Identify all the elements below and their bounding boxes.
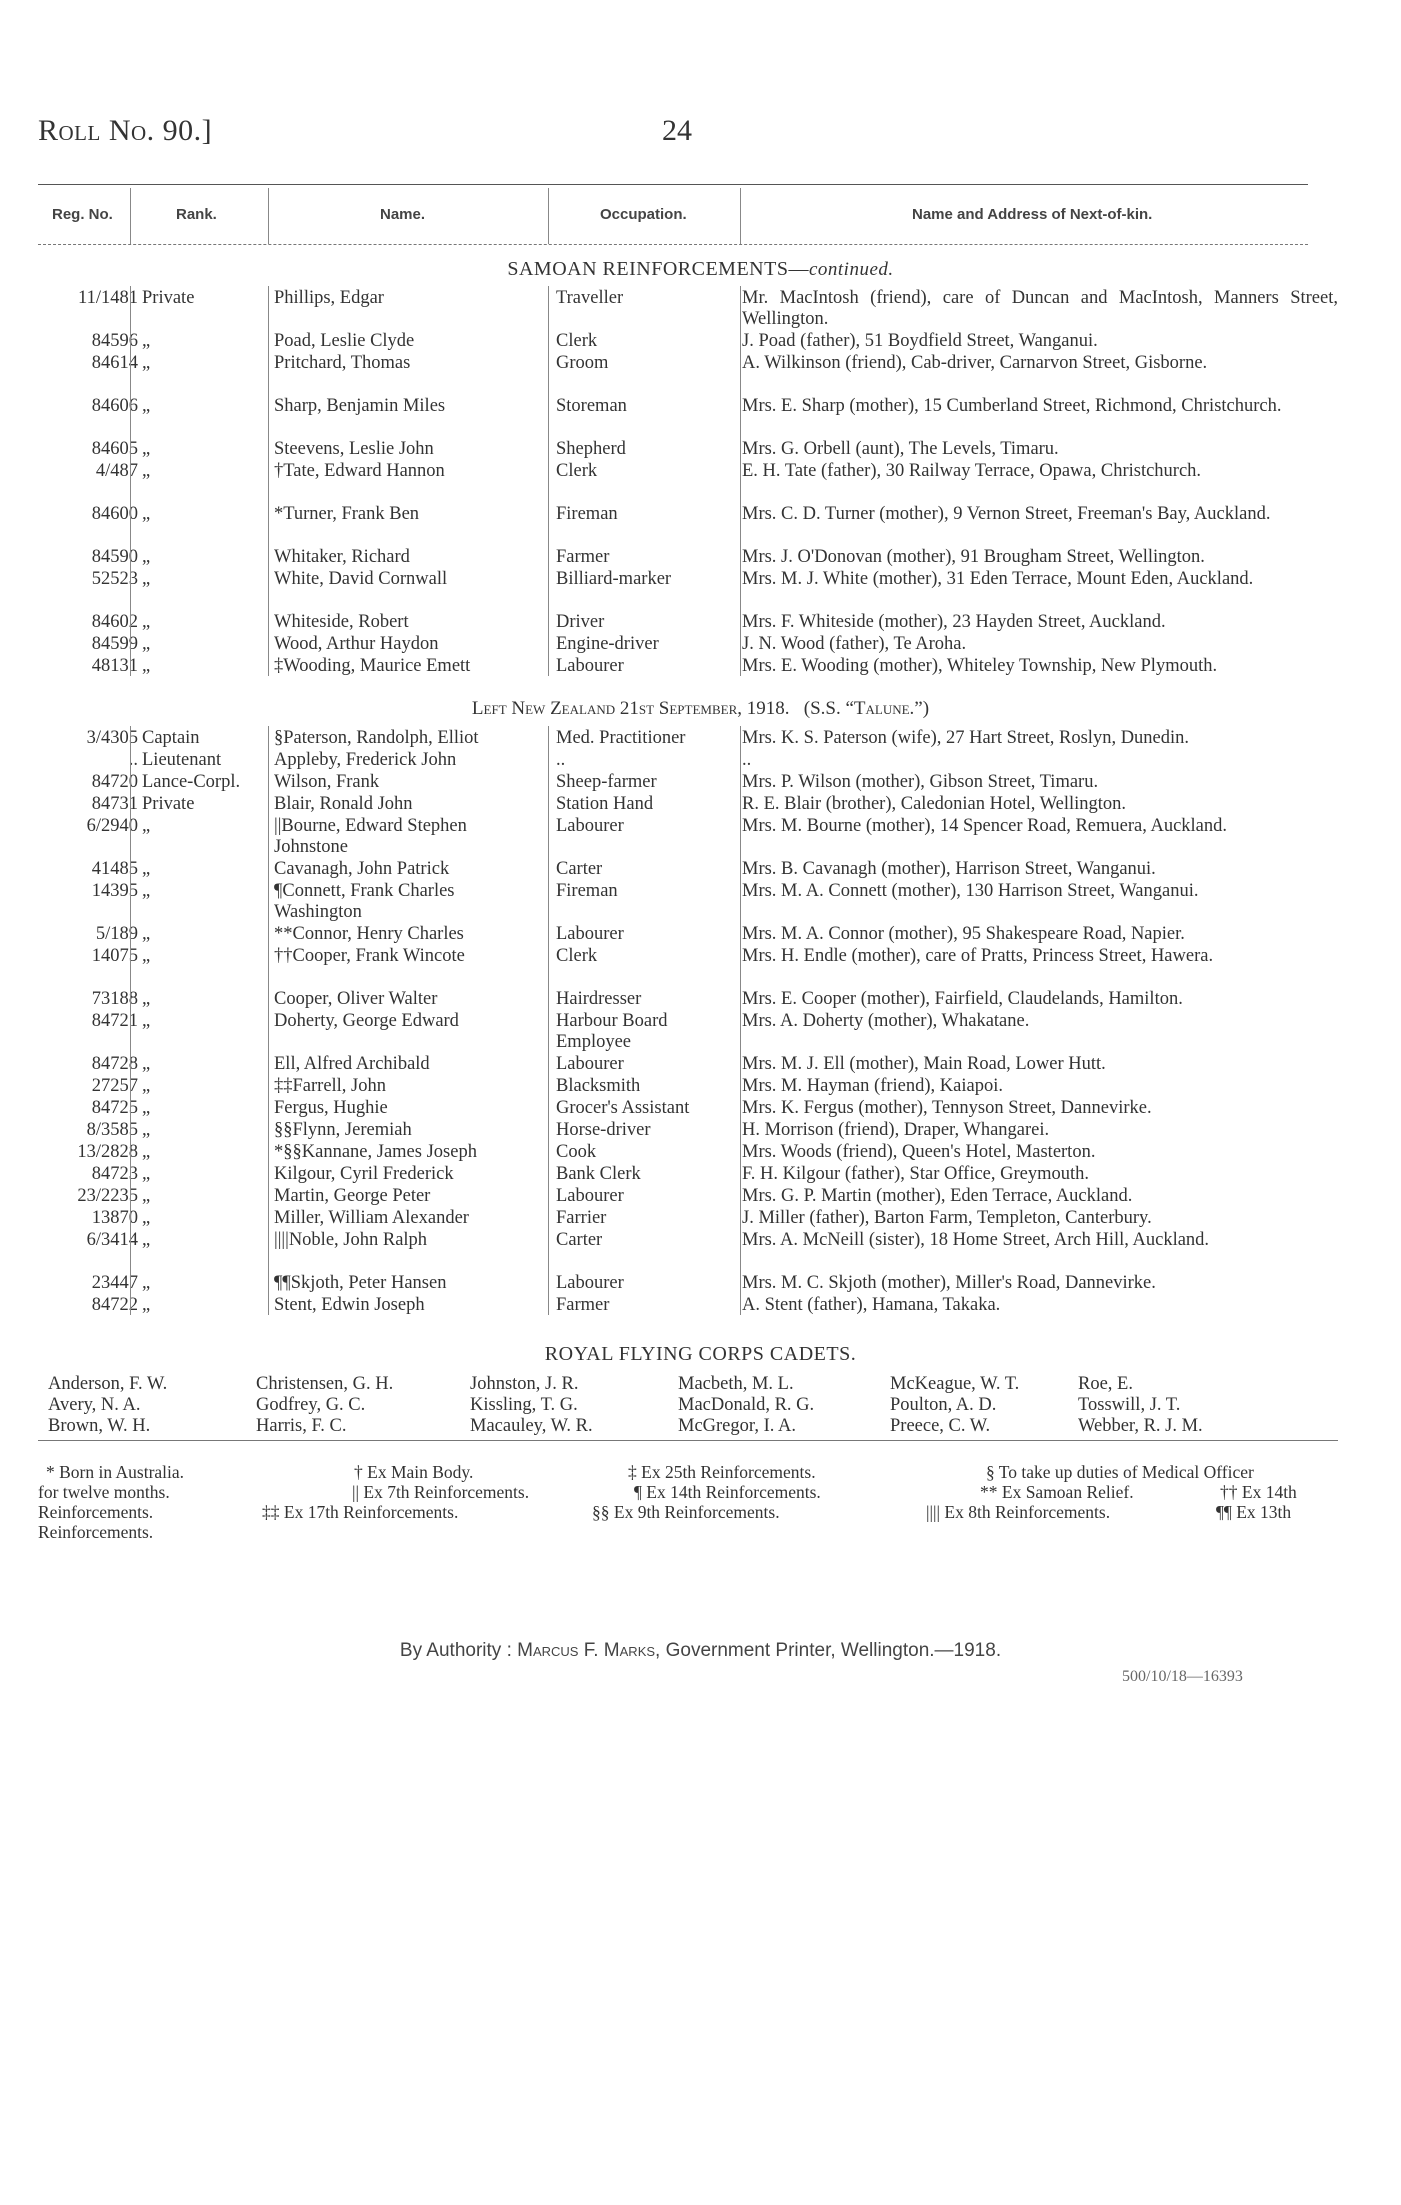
imprint-prefix: By Authority : xyxy=(399,1640,518,1661)
cadet-name: Kissling, T. G. xyxy=(470,1395,578,1415)
column-divider xyxy=(740,188,741,244)
cadet-name: MacDonald, R. G. xyxy=(678,1395,815,1415)
cell-next-of-kin: Mrs. C. D. Turner (mother), 9 Vernon Street, Freeman's Bay, Auckland. xyxy=(742,504,1271,524)
cell-occupation: Farrier xyxy=(556,1208,607,1228)
cell-name: Blair, Ronald John xyxy=(274,794,413,814)
cell-occupation: Sheep-farmer xyxy=(556,772,657,792)
footnote: ‡ Ex 25th Reinforcements. xyxy=(628,1462,816,1482)
cadet-name: Webber, R. J. M. xyxy=(1078,1416,1203,1436)
cell-name: Poad, Leslie Clyde xyxy=(274,331,415,351)
cell-reg-no: 14395 xyxy=(91,881,138,901)
cell-name: Stent, Edwin Joseph xyxy=(274,1295,425,1315)
cell-rank: „ xyxy=(142,634,151,654)
cell-reg-no: 84725 xyxy=(91,1098,138,1118)
cell-rank: „ xyxy=(142,656,151,676)
imprint-printer: Marcus F. Marks xyxy=(517,1640,656,1661)
cell-name: *§§Kannane, James Joseph xyxy=(274,1142,477,1162)
cell-rank: „ xyxy=(142,353,151,373)
cell-next-of-kin: J. N. Wood (father), Te Aroha. xyxy=(742,634,967,654)
cell-name: Kilgour, Cyril Frederick xyxy=(274,1164,454,1184)
cell-next-of-kin: Mrs. M. Hayman (friend), Kaiapoi. xyxy=(742,1076,1003,1096)
cadet-name: Harris, F. C. xyxy=(256,1416,347,1436)
cell-rank: Captain xyxy=(142,728,200,748)
cell-occupation: Fireman xyxy=(556,881,618,901)
cell-next-of-kin: Mrs. J. O'Donovan (mother), 91 Brougham Street, Wellington. xyxy=(742,547,1205,567)
cell-rank: „ xyxy=(142,1142,151,1162)
cell-rank: Lance-Corpl. xyxy=(142,772,241,792)
cell-next-of-kin: F. H. Kilgour (father), Star Office, Greymouth. xyxy=(742,1164,1090,1184)
cell-next-of-kin: A. Stent (father), Hamana, Takaka. xyxy=(742,1295,1001,1315)
cell-rank: „ xyxy=(142,946,151,966)
cell-rank: „ xyxy=(142,1120,151,1140)
cell-reg-no: 84728 xyxy=(91,1054,138,1074)
cell-rank: Lieutenant xyxy=(142,750,222,770)
cell-reg-no: 4/487 xyxy=(95,461,138,481)
cell-rank: „ xyxy=(142,1054,151,1074)
cell-next-of-kin: Mrs. B. Cavanagh (mother), Harrison Street, Wanganui. xyxy=(742,859,1156,879)
cadet-name: Christensen, G. H. xyxy=(256,1374,394,1394)
cell-next-of-kin: Mrs. H. Endle (mother), care of Pratts, Princess Street, Hawera. xyxy=(742,946,1214,966)
cell-next-of-kin: A. Wilkinson (friend), Cab-driver, Carnarvon Street, Gisborne. xyxy=(742,353,1208,373)
column-header-occupation: Occupation. xyxy=(600,206,687,223)
cell-next-of-kin: Mrs. E. Sharp (mother), 15 Cumberland Street, Richmond, Christchurch. xyxy=(742,396,1282,416)
cell-rank: „ xyxy=(142,1273,151,1293)
cell-rank: „ xyxy=(142,547,151,567)
cell-rank: „ xyxy=(142,1164,151,1184)
cell-next-of-kin: J. Poad (father), 51 Boydfield Street, Wanganui. xyxy=(742,331,1098,351)
cell-reg-no: 84596 xyxy=(91,331,138,351)
column-header-name: Name. xyxy=(380,206,426,223)
cell-next-of-kin: Mrs. M. J. Ell (mother), Main Road, Lower Hutt. xyxy=(742,1054,1106,1074)
cell-name: ‡Wooding, Maurice Emett xyxy=(274,656,471,676)
cell-next-of-kin: Mrs. M. A. Connor (mother), 95 Shakespeare Road, Napier. xyxy=(742,924,1185,944)
cell-reg-no: 23/2235 xyxy=(77,1186,138,1206)
cadet-name: Godfrey, G. C. xyxy=(256,1395,366,1415)
column-divider xyxy=(548,286,549,676)
cell-reg-no: 5/189 xyxy=(95,924,138,944)
cell-next-of-kin: Mrs. A. McNeill (sister), 18 Home Street, Arch Hill, Auckland. xyxy=(742,1230,1210,1250)
footnote-line xyxy=(38,1462,1338,1482)
cell-rank: „ xyxy=(142,612,151,632)
cell-rank: „ xyxy=(142,881,151,901)
cell-name: ‡‡Farrell, John xyxy=(274,1076,387,1096)
cell-rank: „ xyxy=(142,439,151,459)
roll-number: Roll No. 90.] xyxy=(38,114,213,147)
cell-rank: „ xyxy=(142,504,151,524)
cell-reg-no: 84605 xyxy=(91,439,138,459)
cell-name: Miller, William Alexander xyxy=(274,1208,469,1228)
cell-occupation: Cook xyxy=(556,1142,597,1162)
cell-name: Appleby, Frederick John xyxy=(274,750,457,770)
column-header-rule xyxy=(38,244,1308,245)
cell-name: ††Cooper, Frank Wincote xyxy=(274,946,465,966)
cell-name: Cavanagh, John Patrick xyxy=(274,859,450,879)
column-divider xyxy=(740,726,741,1315)
cell-rank: „ xyxy=(142,859,151,879)
cell-rank: „ xyxy=(142,924,151,944)
cell-rank: Private xyxy=(142,794,195,814)
cell-reg-no: 41485 xyxy=(91,859,138,879)
cell-next-of-kin: Mrs. G. Orbell (aunt), The Levels, Timaru. xyxy=(742,439,1059,459)
column-divider xyxy=(268,726,269,1315)
cell-occupation: Farmer xyxy=(556,547,610,567)
cell-occupation: Clerk xyxy=(556,461,598,481)
footnote-line xyxy=(38,1522,1338,1542)
printer-imprint xyxy=(0,1640,1401,1662)
cadet-name: Macauley, W. R. xyxy=(470,1416,593,1436)
cell-next-of-kin: Mrs. A. Doherty (mother), Whakatane. xyxy=(742,1011,1030,1031)
cell-next-of-kin: Mrs. M. Bourne (mother), 14 Spencer Road, Remuera, Auckland. xyxy=(742,816,1228,836)
cell-rank: „ xyxy=(142,396,151,416)
footnote: || Ex 7th Reinforcements. xyxy=(352,1482,530,1502)
footnotes xyxy=(38,1462,1338,1542)
cell-rank: „ xyxy=(142,816,151,836)
cell-occupation: Bank Clerk xyxy=(556,1164,641,1184)
cell-occupation: Engine-driver xyxy=(556,634,659,654)
cadet-name: Johnston, J. R. xyxy=(470,1374,579,1394)
section-title-talune-date: Left New Zealand 21st September, 1918. xyxy=(471,698,790,719)
cadet-name: Anderson, F. W. xyxy=(48,1374,168,1394)
cadet-name: Poulton, A. D. xyxy=(890,1395,997,1415)
column-divider xyxy=(548,188,549,244)
cell-occupation: Clerk xyxy=(556,946,598,966)
footnote: Reinforcements. xyxy=(38,1502,154,1522)
cell-reg-no: 84614 xyxy=(91,353,138,373)
cell-name: Wood, Arthur Haydon xyxy=(274,634,439,654)
cell-reg-no: 84590 xyxy=(91,547,138,567)
cell-name: Fergus, Hughie xyxy=(274,1098,388,1118)
cell-occupation: Shepherd xyxy=(556,439,626,459)
cell-next-of-kin: Mrs. G. P. Martin (mother), Eden Terrace, Auckland. xyxy=(742,1186,1133,1206)
cell-next-of-kin: E. H. Tate (father), 30 Railway Terrace, Opawa, Christchurch. xyxy=(742,461,1202,481)
footnote-line xyxy=(38,1482,1338,1502)
cell-occupation: Farmer xyxy=(556,1295,610,1315)
cell-reg-no: 6/3414 xyxy=(86,1230,138,1250)
footnote: ¶¶ Ex 13th xyxy=(1216,1502,1292,1522)
cell-rank: Private xyxy=(142,288,195,308)
section-title-samoan-text: SAMOAN REINFORCEMENTS— xyxy=(507,258,809,280)
cell-rank: „ xyxy=(142,1208,151,1228)
cadet-name: Avery, N. A. xyxy=(48,1395,141,1415)
cell-reg-no: 84606 xyxy=(91,396,138,416)
column-divider xyxy=(130,188,131,244)
cell-name: Ell, Alfred Archibald xyxy=(274,1054,430,1074)
print-code: 500/10/18—16393 xyxy=(1122,1668,1243,1685)
cell-next-of-kin: Mrs. Woods (friend), Queen's Hotel, Masterton. xyxy=(742,1142,1096,1162)
cell-next-of-kin: Mrs. M. C. Skjoth (mother), Miller's Road, Dannevirke. xyxy=(742,1273,1156,1293)
cell-occupation: Station Hand xyxy=(556,794,654,814)
cell-reg-no: 52523 xyxy=(91,569,138,589)
cell-occupation: Driver xyxy=(556,612,605,632)
cell-reg-no: .. xyxy=(128,750,138,770)
column-divider xyxy=(268,188,269,244)
cell-rank: „ xyxy=(142,1011,151,1031)
cell-name: §Paterson, Randolph, Elliot xyxy=(274,728,479,748)
cell-next-of-kin: Mr. MacIntosh (friend), care of Duncan and MacIntosh, Manners Street, Wellington. xyxy=(742,288,1338,329)
cell-reg-no: 84722 xyxy=(91,1295,138,1315)
column-divider xyxy=(548,726,549,1315)
section-title-talune-ship: (S.S. “Talune.”) xyxy=(803,698,930,719)
cell-next-of-kin: Mrs. M. J. White (mother), 31 Eden Terrace, Mount Eden, Auckland. xyxy=(742,569,1254,589)
cell-rank: „ xyxy=(142,1230,151,1250)
cell-next-of-kin: Mrs. K. S. Paterson (wife), 27 Hart Street, Roslyn, Dunedin. xyxy=(742,728,1190,748)
cell-rank: „ xyxy=(142,1098,151,1118)
footnote: * Born in Australia. xyxy=(46,1462,185,1482)
cell-name: Whitaker, Richard xyxy=(274,547,410,567)
cell-reg-no: 13870 xyxy=(91,1208,138,1228)
footnote: ** Ex Samoan Relief. xyxy=(980,1482,1134,1502)
column-header-kin: Name and Address of Next-of-kin. xyxy=(912,206,1153,223)
cell-next-of-kin: J. Miller (father), Barton Farm, Templeton, Canterbury. xyxy=(742,1208,1152,1228)
footnote: |||| Ex 8th Reinforcements. xyxy=(926,1502,1111,1522)
cell-occupation: Groom xyxy=(556,353,609,373)
cell-occupation: Labourer xyxy=(556,1186,624,1206)
cell-reg-no: 73188 xyxy=(91,989,138,1009)
cell-name: *Turner, Frank Ben xyxy=(274,504,420,524)
footnote-rule xyxy=(38,1440,1338,1441)
cell-name: Pritchard, Thomas xyxy=(274,353,411,373)
cell-rank: „ xyxy=(142,1076,151,1096)
footnote: § To take up duties of Medical Officer xyxy=(986,1462,1254,1482)
footnote: for twelve months. xyxy=(38,1482,170,1502)
cell-occupation: Labourer xyxy=(556,816,624,836)
cell-name: Whiteside, Robert xyxy=(274,612,409,632)
cell-rank: „ xyxy=(142,569,151,589)
cell-reg-no: 6/2940 xyxy=(86,816,138,836)
cell-occupation: Carter xyxy=(556,859,603,879)
cell-name: Doherty, George Edward xyxy=(274,1011,459,1031)
cell-name: Cooper, Oliver Walter xyxy=(274,989,438,1009)
cell-occupation: Labourer xyxy=(556,1273,624,1293)
column-header-rank: Rank. xyxy=(176,206,217,223)
cell-reg-no: 84731 xyxy=(91,794,138,814)
column-divider xyxy=(130,286,131,676)
cell-name: White, David Cornwall xyxy=(274,569,448,589)
cell-name: Phillips, Edgar xyxy=(274,288,384,308)
cell-next-of-kin: Mrs. P. Wilson (mother), Gibson Street, Timaru. xyxy=(742,772,1099,792)
cell-occupation: Storeman xyxy=(556,396,627,416)
cell-reg-no: 84602 xyxy=(91,612,138,632)
cell-name: **Connor, Henry Charles xyxy=(274,924,464,944)
cell-name: Wilson, Frank xyxy=(274,772,380,792)
column-divider xyxy=(130,726,131,1315)
cell-next-of-kin: H. Morrison (friend), Draper, Whangarei. xyxy=(742,1120,1050,1140)
cell-occupation: .. xyxy=(556,750,566,770)
cell-next-of-kin: Mrs. E. Cooper (mother), Fairfield, Claudelands, Hamilton. xyxy=(742,989,1183,1009)
cell-occupation: Harbour Board Employee xyxy=(556,1011,668,1052)
cell-occupation: Blacksmith xyxy=(556,1076,641,1096)
cell-occupation: Labourer xyxy=(556,1054,624,1074)
footnote: †† Ex 14th xyxy=(1220,1482,1297,1502)
cell-reg-no: 48131 xyxy=(91,656,138,676)
section-title-cadets: ROYAL FLYING CORPS CADETS. xyxy=(544,1343,857,1365)
cadet-name: Roe, E. xyxy=(1078,1374,1133,1394)
section-title-samoan xyxy=(0,258,1401,281)
cell-occupation: Med. Practitioner xyxy=(556,728,686,748)
cell-occupation: Clerk xyxy=(556,331,598,351)
cell-name: Sharp, Benjamin Miles xyxy=(274,396,446,416)
cell-rank: „ xyxy=(142,461,151,481)
cell-rank: „ xyxy=(142,331,151,351)
cell-reg-no: 84599 xyxy=(91,634,138,654)
cell-occupation: Hairdresser xyxy=(556,989,642,1009)
cell-reg-no: 84723 xyxy=(91,1164,138,1184)
cell-next-of-kin: Mrs. E. Wooding (mother), Whiteley Township, New Plymouth. xyxy=(742,656,1218,676)
cell-occupation: Billiard-marker xyxy=(556,569,672,589)
header-rule xyxy=(38,184,1308,185)
cell-name: Martin, George Peter xyxy=(274,1186,431,1206)
cell-reg-no: 3/4305 xyxy=(86,728,138,748)
cell-rank: „ xyxy=(142,989,151,1009)
cell-reg-no: 13/2828 xyxy=(77,1142,138,1162)
section-title-samoan-italic: continued. xyxy=(808,259,894,280)
cell-name: ||Bourne, Edward Stephen Johnstone xyxy=(274,816,467,857)
imprint-suffix: , Government Printer, Wellington.—1918. xyxy=(655,1640,1002,1661)
cadet-name: Tosswill, J. T. xyxy=(1078,1395,1181,1415)
page-number: 24 xyxy=(662,114,692,147)
cadet-name: Preece, C. W. xyxy=(890,1416,991,1436)
column-divider xyxy=(268,286,269,676)
cell-name: ¶Connett, Frank Charles Washington xyxy=(274,881,455,922)
footnote: Reinforcements. xyxy=(38,1522,154,1542)
cell-reg-no: 84600 xyxy=(91,504,138,524)
column-header-reg-no: Reg. No. xyxy=(52,206,113,223)
cell-reg-no: 14075 xyxy=(91,946,138,966)
cell-occupation: Grocer's Assistant xyxy=(556,1098,690,1118)
cell-reg-no: 84721 xyxy=(91,1011,138,1031)
cadet-name: Macbeth, M. L. xyxy=(678,1374,794,1394)
cell-occupation: Horse-driver xyxy=(556,1120,651,1140)
cell-next-of-kin: Mrs. F. Whiteside (mother), 23 Hayden Street, Auckland. xyxy=(742,612,1166,632)
footnote: §§ Ex 9th Reinforcements. xyxy=(592,1502,780,1522)
cadet-name: McGregor, I. A. xyxy=(678,1416,796,1436)
cell-rank: „ xyxy=(142,1186,151,1206)
cell-occupation: Carter xyxy=(556,1230,603,1250)
cell-name: ||||Noble, John Ralph xyxy=(274,1230,428,1250)
cell-rank: „ xyxy=(142,1295,151,1315)
footnote: ‡‡ Ex 17th Reinforcements. xyxy=(262,1502,459,1522)
cell-occupation: Labourer xyxy=(556,656,624,676)
cell-next-of-kin: Mrs. M. A. Connett (mother), 130 Harrison Street, Wanganui. xyxy=(742,881,1199,901)
cell-occupation: Fireman xyxy=(556,504,618,524)
cadet-name: McKeague, W. T. xyxy=(890,1374,1020,1394)
cell-reg-no: 84720 xyxy=(91,772,138,792)
cell-occupation: Labourer xyxy=(556,924,624,944)
footnote: † Ex Main Body. xyxy=(354,1462,474,1482)
footnote: ¶ Ex 14th Reinforcements. xyxy=(634,1482,821,1502)
cadet-name: Brown, W. H. xyxy=(48,1416,151,1436)
section-title-talune xyxy=(0,698,1401,720)
cell-name: Steevens, Leslie John xyxy=(274,439,434,459)
cell-reg-no: 23447 xyxy=(91,1273,138,1293)
footnote-line xyxy=(38,1502,1338,1522)
cell-name: ¶¶Skjoth, Peter Hansen xyxy=(274,1273,447,1293)
cell-name: §§Flynn, Jeremiah xyxy=(274,1120,412,1140)
cell-next-of-kin: R. E. Blair (brother), Caledonian Hotel, Wellington. xyxy=(742,794,1127,814)
cell-reg-no: 27257 xyxy=(91,1076,138,1096)
column-divider xyxy=(740,286,741,676)
cell-reg-no: 11/1481 xyxy=(78,288,138,308)
cell-name: †Tate, Edward Hannon xyxy=(274,461,445,481)
cell-next-of-kin: Mrs. K. Fergus (mother), Tennyson Street, Dannevirke. xyxy=(742,1098,1152,1118)
cell-occupation: Traveller xyxy=(556,288,624,308)
cell-next-of-kin: .. xyxy=(742,750,752,770)
cell-reg-no: 8/3585 xyxy=(86,1120,138,1140)
